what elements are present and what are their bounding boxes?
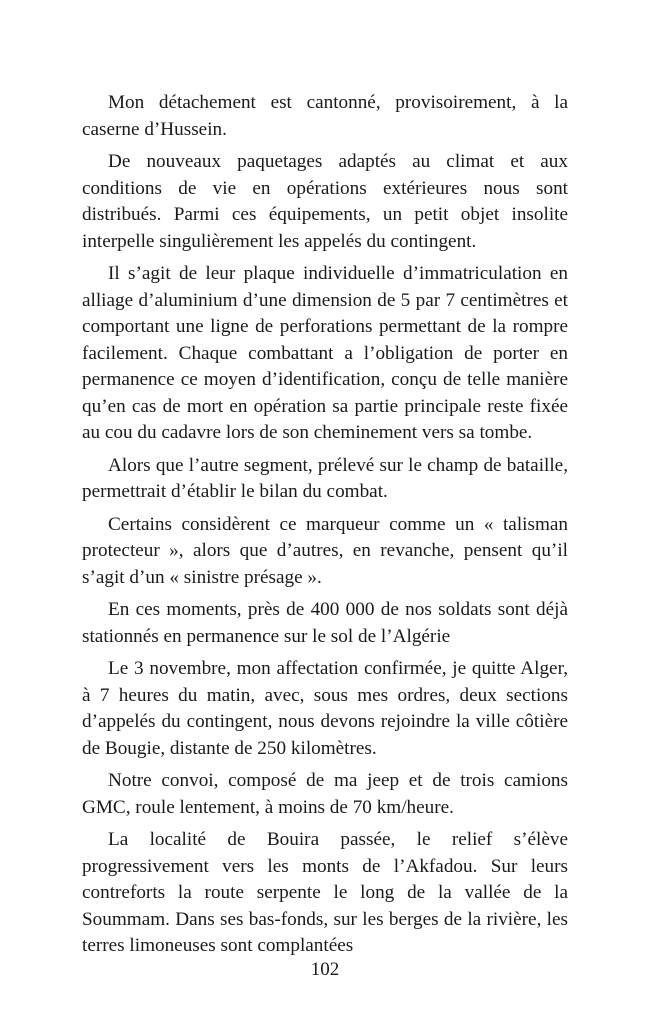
paragraph: De nouveaux paquetages adaptés au climat et aux conditions de vie en opérations extérieures nous sont distribués. Parmi ces équipements, un petit objet insolite interpelle singulièrement les appelés du contingent.: [82, 151, 568, 252]
paragraph: Notre convoi, composé de ma jeep et de trois camions GMC, roule lentement, à moins de 70 km/heure.: [82, 770, 568, 818]
paragraph: En ces moments, près de 400 000 de nos soldats sont déjà stationnés en permanence sur le sol de l’Algérie: [82, 599, 568, 647]
page-body: [82, 90, 568, 966]
paragraph: Alors que l’autre segment, prélevé sur le champ de bataille, permettrait d’établir le bilan du combat.: [82, 454, 568, 502]
paragraph: Mon détachement est cantonné, provisoirement, à la caserne d’Hussein.: [82, 92, 568, 140]
paragraph: Le 3 novembre, mon affectation confirmée, je quitte Alger, à 7 heures du matin, avec, sous mes ordres, deux sections d’appelés du contingent, nous devons rejoindre la ville côtière de Bougie, distante de 250 kilomètres.: [82, 658, 568, 759]
page-number: 102: [310, 959, 340, 980]
paragraph: La localité de Bouira passée, le relief s’élève progressivement vers les monts de l’Akfadou. Sur leurs contreforts la route serpente le long de la vallée de la Soummam. Dans ses bas-fonds, sur les berges de la rivière, les terres limoneuses sont complantées: [82, 829, 568, 956]
paragraph: Certains considèrent ce marqueur comme un « talisman protecteur », alors que d’autres, en revanche, pensent qu’il s’agit d’un « sinistre présage ».: [82, 513, 568, 588]
paragraph: Il s’agit de leur plaque individuelle d’immatriculation en alliage d’aluminium d’une dimension de 5 par 7 centimètres et comportant une ligne de perforations permettant de la rompre facilement. Chaque combattant a l’obligation de porter en permanence ce moyen d’identification, conçu de telle manière qu’en cas de mort en opération sa partie principale reste fixée au cou du cadavre lors de son cheminement vers sa tombe.: [82, 263, 568, 443]
